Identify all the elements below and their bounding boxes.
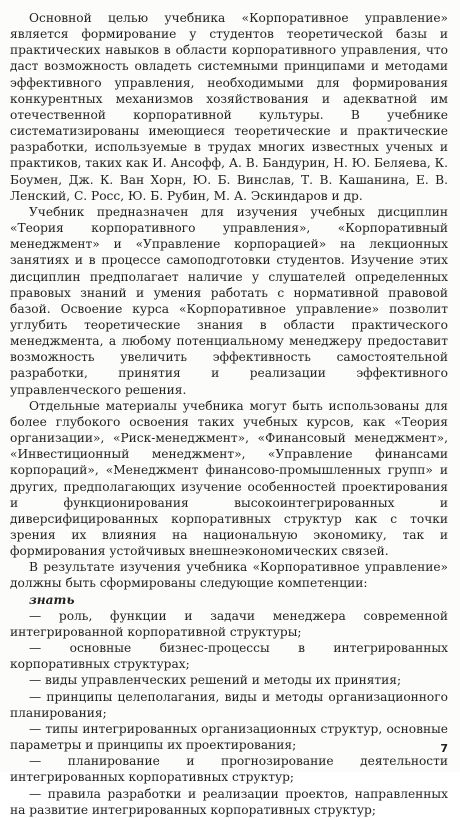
- list-item: — типы интегрированных организационных структур, основные параметры и принципы их проектирования;: [10, 721, 448, 753]
- page-number: 7: [440, 742, 448, 755]
- list-label-know: знать: [29, 592, 75, 607]
- paragraph-materials: Отдельные материалы учебника могут быть использованы для более глубокого освоения таких учебных курсов, как «Теория организации», «Риск-менеджмент», «Финансовый менеджмент», «Инвестиционный менеджмент», «Управление финансами корпораций», «Менеджмент финансово-промышленных групп» и других, предполагающих изучение особенностей проектирования и функционирования высокоинтегрированных и диверсифицированных корпоративных структур как с точки зрения их влияния на национальную экономику, так и формирования устойчивых внешнеэкономических связей.: [10, 398, 448, 559]
- page-body: [10, 10, 448, 818]
- paragraph-purpose: Учебник предназначен для изучения учебных дисциплин «Теория корпоративного управления», «Корпоративный менеджмент» и «Управление корпорацией» на лекционных занятиях и в процессе самоподготовки студентов. Изучение этих дисциплин предполагает наличие у слушателей определенных правовых знаний и умения работать с нормативной правовой базой. Освоение курса «Корпоративное управление» позволит углубить теоретические знания в области практического менеджмента, а любому потенциальному менеджеру предоставит возможность увеличить эффективность самостоятельной разработки, принятия и реализации эффективного управленческого решения.: [10, 204, 448, 397]
- list-item: — роль, функции и задачи менеджера современной интегрированной корпоративной структуры;: [10, 608, 448, 639]
- list-item: — планирование и прогнозирование деятельности интегрированных корпоративных структур;: [10, 754, 448, 785]
- list-item: — принципы целеполагания, виды и методы организационного планирования;: [10, 689, 448, 720]
- list-item: — виды управленческих решений и методы их принятия;: [29, 673, 402, 688]
- list-item: — основные бизнес-процессы в интегрированных корпоративных структурах;: [10, 641, 448, 672]
- list-item: — правила разработки и реализации проектов, направленных на развитие интегрированных корпоративных структур;: [10, 786, 448, 817]
- paragraph-competencies: В результате изучения учебника «Корпоративное управление» должны быть сформированы следующие компетенции:: [10, 560, 448, 591]
- paragraph-goal: Основной целью учебника «Корпоративное управление» является формирование у студентов теоретической базы и практических навыков в области корпоративного управления, что даст возможность овладеть системными принципами и методами эффективного управления, необходимыми для формирования конкурентных механизмов хозяйствования и адекватной им отечественной корпоративной культуры. В учебнике систематизированы имеющиеся теоретические и практические разработки, используемые в трудах многих известных ученых и практиков, таких как И. Ансофф, А. В. Бандурин, Н. Ю. Беляева, К. Боумен, Дж. К. Ван Хорн, Ю. Б. Винслав, Т. В. Кашанина, Е. В. Ленский, С. Росс, Ю. Б. Рубин, М. А. Эскиндаров и др.: [10, 11, 448, 203]
